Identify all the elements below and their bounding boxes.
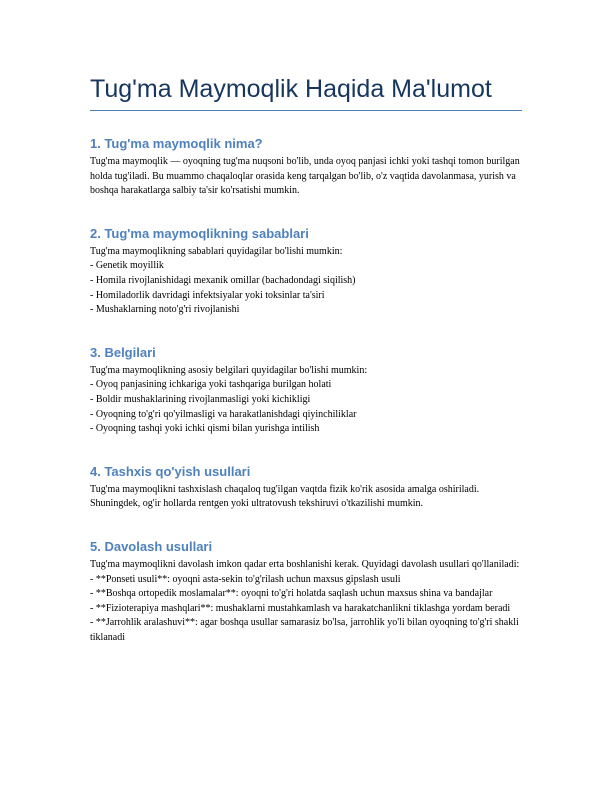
list-item: - Genetik moyillik	[90, 260, 164, 272]
section-heading: 3. Belgilari	[90, 344, 156, 360]
section-heading: 4. Tashxis qo'yish usullari	[90, 463, 251, 479]
list-item: - Oyoqning tashqi yoki ichki qismi bilan yurishga intilish	[90, 423, 320, 435]
list-item: - Oyoq panjasining ichkariga yoki tashqariga burilgan holati	[90, 379, 332, 391]
list-item: - Mushaklarning noto'g'ri rivojlanishi	[90, 304, 240, 316]
section-paragraph: Tug'ma maymoqlikni tashxislash chaqaloq tug'ilgan vaqtda fizik ko'rik asosida amalga oshiriladi. Shuningdek, og'ir hollarda rentgen yoki ultratovush tekshiruvi o'tkazilishi mumkin.	[90, 483, 480, 510]
section-diagnosis	[90, 463, 522, 512]
document-page	[90, 72, 522, 645]
list-item: - Oyoqning to'g'ri qo'yilmasligi va harakatlanishdagi qiyinchiliklar	[90, 408, 357, 420]
section-treatment	[90, 538, 522, 646]
list-item: - **Fizioterapiya mashqlari**: mushaklarni mustahkamlash va harakatchanlikni tiklashga yordam beradi	[90, 602, 511, 614]
section-symptoms	[90, 344, 522, 437]
list-item: - Boldir mushaklarining rivojlanmasligi yoki kichikligi	[90, 393, 311, 405]
section-heading: 5. Davolash usullari	[90, 538, 213, 554]
section-paragraph: Tug'ma maymoqlikning asosiy belgilari quyidagilar bo'lishi mumkin:	[90, 364, 368, 376]
section-causes	[90, 225, 522, 318]
section-paragraph: Tug'ma maymoqlik — oyoqning tug'ma nuqsoni bo'lib, unda oyoq panjasi ichki yoki tashqi tomon burilgan holda tug'iladi. Bu muammo chaqaloqlar orasida keng tarqalgan bo'lib, o'z vaqtida davolanmasa, yurish va boshqa harakatlarga salbiy ta'sir ko'rsatishi mumkin.	[90, 156, 520, 197]
section-heading: 2. Tug'ma maymoqlikning sabablari	[90, 225, 309, 241]
list-item: - **Boshqa ortopedik moslamalar**: oyoqni to'g'ri holatda saqlash uchun maxsus shina va bandajlar	[90, 588, 493, 600]
section-definition	[90, 135, 522, 199]
list-item: - **Ponseti usuli**: oyoqni asta-sekin to'g'rilash uchun maxsus gipslash usuli	[90, 573, 401, 585]
section-paragraph: Tug'ma maymoqlikning sabablari quyidagilar bo'lishi mumkin:	[90, 245, 343, 257]
list-item: - Homila rivojlanishidagi mexanik omillar (bachadondagi siqilish)	[90, 274, 356, 286]
section-paragraph: Tug'ma maymoqlikni davolash imkon qadar erta boshlanishi kerak. Quyidagi davolash usullari qo'llaniladi:	[90, 558, 520, 570]
list-item: - **Jarrohlik aralashuvi**: agar boshqa usullar samarasiz bo'lsa, jarrohlik yo'li bilan oyoqning to'g'ri shakli tiklanadi	[90, 617, 519, 643]
list-item: - Homiladorlik davridagi infektsiyalar yoki toksinlar ta'siri	[90, 289, 325, 301]
section-heading: 1. Tug'ma maymoqlik nima?	[90, 136, 263, 151]
document-title: Tug'ma Maymoqlik Haqida Ma'lumot	[90, 72, 522, 111]
